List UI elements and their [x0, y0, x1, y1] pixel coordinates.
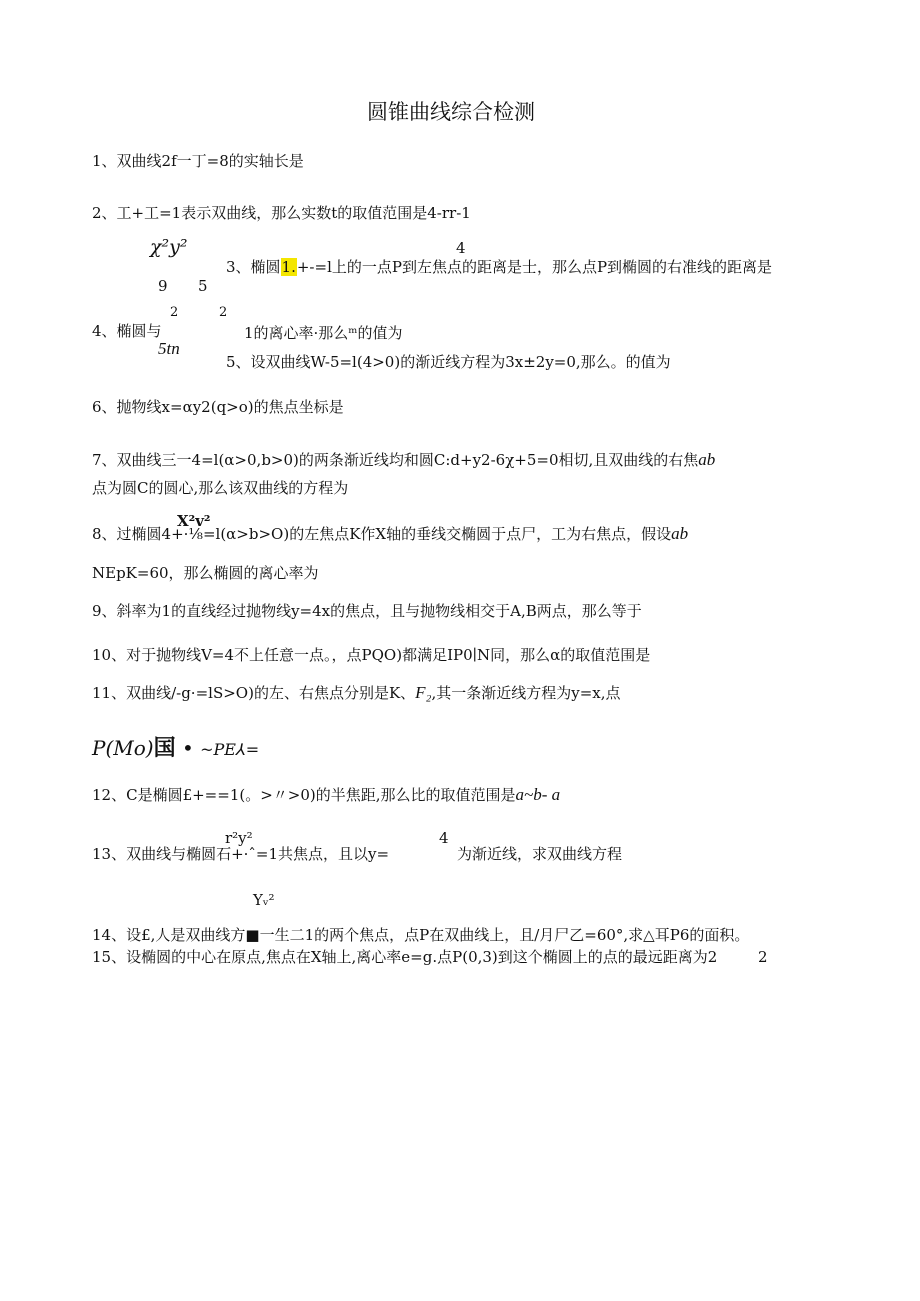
q8-line1: 8、过椭圆4+·⅛=l(α>b>O)的左焦点K作X轴的垂线交椭圆于点尸，工为右焦点，假设: [92, 525, 672, 543]
question-6: 6、抛物线x=αy2(q>o)的焦点坐标是: [92, 398, 344, 416]
q11-line1-tail: ,其一条渐近线方程为y=x,点: [431, 684, 621, 702]
q8-line2: NEpK=60，那么椭圆的离心率为: [92, 564, 319, 582]
question-15: 15、设椭圆的中心在原点,焦点在X轴上,离心率e=g.点P(0,3)到这个椭圆上的点的最远距离为2: [92, 948, 718, 966]
q11-line1: 11、双曲线/-g·=lS>O)的左、右焦点分别是K、: [92, 684, 416, 702]
q11-line2: [92, 736, 259, 762]
q4-suffix: 1的离心率·那么ᵐ的值为: [244, 324, 403, 342]
question-9: 9、斜率为1的直线经过抛物线y=4x的焦点，且与抛物线相交于A,B两点，那么等于: [92, 602, 642, 620]
question-3: [226, 258, 772, 276]
q3-suffix: +-=l上的一点P到左焦点的距离是士，那么点P到椭圆的右准线的距离是: [296, 258, 773, 276]
q11-line2-b: 国: [153, 735, 176, 761]
q3-prefix: 3、椭圆: [226, 258, 281, 276]
question-1: 1、双曲线2f一丁=8的实轴长是: [92, 152, 304, 170]
question-13: 13、双曲线与椭圆石+·ˆ=1共焦点，且以y=: [92, 845, 390, 863]
q13-superscript: r²y²: [225, 829, 253, 847]
q11-f2: F₂: [415, 683, 432, 702]
question-14: 14、设£,人是双曲线方■一生二1的两个焦点，点P在双曲线上，且/月尸乙=60°,求△耳P6的面积。: [92, 926, 750, 944]
question-12: [92, 786, 560, 804]
q15-tail: 2: [758, 948, 768, 966]
q4-denominator: 5tn: [158, 339, 180, 358]
q8-superscript: X²v²: [177, 512, 211, 530]
q11-line2-d: ~PE⅄=: [200, 740, 260, 759]
question-10: 10、对于抛物线V=4不上任意一点。，点PQO)都满足IP0∣N同，那么α的取值范围是: [92, 646, 651, 664]
q3-highlight: 1.: [281, 258, 296, 276]
question-11: [92, 684, 621, 702]
page-title: 圆锥曲线综合检测: [367, 100, 535, 124]
question-2: 2、工+工=1表示双曲线，那么实数t的取值范围是4-rr-1: [92, 204, 471, 222]
q3-denominator-right: 5: [198, 277, 208, 295]
q13-suffix: 为渐近线，求双曲线方程: [457, 845, 623, 863]
q7-line1: 7、双曲线三一4=l(α>0,b>0)的两条渐近线均和圆C:d+y2-6χ+5=0相切,且双曲线的右焦: [92, 451, 699, 469]
q11-line2-a: P(Mo): [92, 736, 154, 760]
q8-ab: ab: [671, 524, 689, 543]
q12-text: 12、C是椭圆£+==1(。>〃>0)的半焦距,那么比的取值范围是: [92, 786, 516, 804]
q7-ab: ab: [698, 450, 716, 469]
q11-line2-c: •: [181, 736, 194, 760]
question-7: [92, 451, 715, 469]
q12-tail: a~b- a: [515, 785, 561, 804]
q4-superscript-right: 2: [219, 305, 228, 320]
q3-number-above: 4: [456, 239, 466, 257]
question-4: 4、椭圆与: [92, 322, 162, 340]
question-5: 5、设双曲线W-5=l(4>0)的渐近线方程为3x±2y=0,那么。的值为: [226, 353, 671, 371]
q3-denominator-left: 9: [158, 277, 168, 295]
q3-fraction-numerator: χ²y²: [150, 236, 188, 258]
q14-above: Yᵥ²: [253, 891, 275, 909]
q7-line2: 点为圆C的圆心,那么该双曲线的方程为: [92, 479, 349, 497]
q4-superscript-left: 2: [170, 305, 179, 320]
question-8: [92, 525, 688, 543]
q13-number-above: 4: [439, 829, 449, 847]
